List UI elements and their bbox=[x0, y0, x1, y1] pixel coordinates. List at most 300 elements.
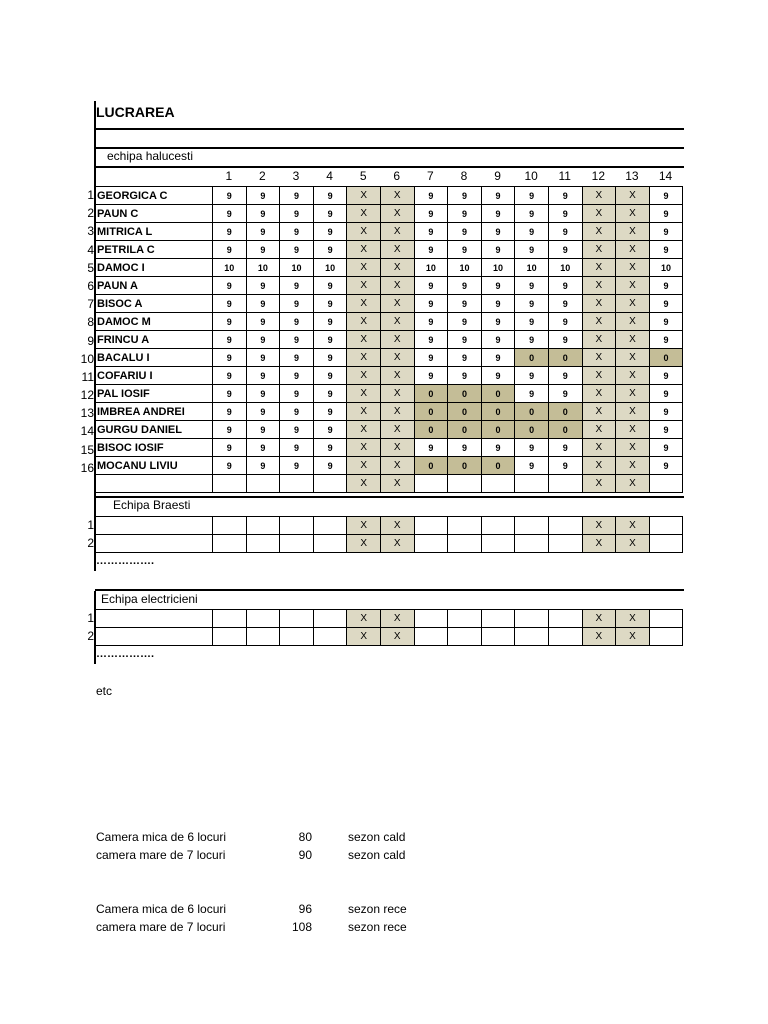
hours-cell: 9 bbox=[280, 241, 314, 259]
hours-cell: 9 bbox=[448, 349, 482, 367]
hours-cell: 9 bbox=[649, 277, 683, 295]
hours-cell: 9 bbox=[548, 187, 582, 205]
hours-cell: 9 bbox=[515, 223, 549, 241]
hours-cell: 10 bbox=[448, 259, 482, 277]
table-row bbox=[96, 610, 683, 628]
hours-cell: 9 bbox=[213, 331, 247, 349]
hours-cell: X bbox=[616, 517, 650, 535]
hours-cell: 9 bbox=[481, 331, 515, 349]
worker-name bbox=[96, 628, 213, 646]
hours-cell bbox=[548, 517, 582, 535]
hours-cell: 9 bbox=[548, 367, 582, 385]
hours-cell bbox=[481, 610, 515, 628]
worker-name: COFARIU I bbox=[96, 367, 213, 385]
hours-cell: 10 bbox=[414, 259, 448, 277]
hours-cell: X bbox=[380, 205, 414, 223]
worker-name: IMBREA ANDREI bbox=[96, 403, 213, 421]
hours-cell bbox=[481, 628, 515, 646]
row-number: 14 bbox=[80, 424, 94, 439]
hours-cell: X bbox=[582, 187, 616, 205]
hours-cell bbox=[246, 610, 280, 628]
team3-attendance-table bbox=[95, 609, 683, 646]
divider-line bbox=[95, 589, 684, 591]
hours-cell: X bbox=[380, 517, 414, 535]
hours-cell bbox=[280, 475, 314, 493]
hours-cell: X bbox=[380, 277, 414, 295]
hours-cell: X bbox=[380, 421, 414, 439]
hours-cell: 9 bbox=[448, 295, 482, 313]
etc-text: etc bbox=[96, 684, 113, 698]
hours-cell: 9 bbox=[313, 457, 347, 475]
hours-cell: X bbox=[347, 331, 381, 349]
hours-cell: X bbox=[582, 205, 616, 223]
row-number: 11 bbox=[81, 369, 94, 384]
hours-cell: 9 bbox=[213, 295, 247, 313]
hours-cell bbox=[481, 475, 515, 493]
hours-cell: 9 bbox=[481, 205, 515, 223]
team3-ellipsis: ……………. bbox=[96, 648, 155, 660]
hours-cell: 9 bbox=[649, 187, 683, 205]
hours-cell bbox=[448, 535, 482, 553]
hours-cell: 9 bbox=[448, 439, 482, 457]
hours-cell: 9 bbox=[280, 187, 314, 205]
hours-cell: X bbox=[616, 475, 650, 493]
table-row bbox=[96, 331, 683, 349]
hours-cell: 0 bbox=[548, 403, 582, 421]
hours-cell: 9 bbox=[515, 313, 549, 331]
hours-cell: 9 bbox=[481, 241, 515, 259]
hours-cell: 9 bbox=[280, 295, 314, 313]
hours-cell: 9 bbox=[649, 313, 683, 331]
hours-cell: 0 bbox=[448, 385, 482, 403]
team3-row-numbers bbox=[70, 609, 94, 645]
hours-cell: 9 bbox=[481, 295, 515, 313]
hours-cell: 9 bbox=[548, 457, 582, 475]
worker-name: MITRICA L bbox=[96, 223, 213, 241]
table-row bbox=[96, 475, 683, 493]
hours-cell: 9 bbox=[313, 367, 347, 385]
hours-cell: X bbox=[347, 385, 381, 403]
hours-cell: X bbox=[582, 259, 616, 277]
hours-cell: X bbox=[380, 457, 414, 475]
hours-cell: X bbox=[380, 628, 414, 646]
price-season: sezon rece bbox=[348, 920, 407, 934]
team2-attendance-table bbox=[95, 516, 683, 553]
hours-cell bbox=[414, 535, 448, 553]
hours-cell: 9 bbox=[213, 367, 247, 385]
hours-cell: 9 bbox=[280, 385, 314, 403]
hours-cell: 9 bbox=[280, 439, 314, 457]
hours-cell: 9 bbox=[280, 421, 314, 439]
hours-cell: X bbox=[582, 535, 616, 553]
hours-cell: 9 bbox=[548, 223, 582, 241]
hours-cell: 0 bbox=[515, 349, 549, 367]
hours-cell: X bbox=[616, 349, 650, 367]
hours-cell: X bbox=[380, 313, 414, 331]
hours-cell: 9 bbox=[649, 295, 683, 313]
hours-cell: X bbox=[582, 610, 616, 628]
hours-cell bbox=[515, 475, 549, 493]
hours-cell: 10 bbox=[481, 259, 515, 277]
day-number: 12 bbox=[591, 169, 605, 183]
hours-cell: X bbox=[582, 475, 616, 493]
hours-cell: X bbox=[616, 367, 650, 385]
hours-cell bbox=[548, 475, 582, 493]
worker-name: DAMOC M bbox=[96, 313, 213, 331]
price-value: 80 bbox=[298, 830, 312, 844]
hours-cell: X bbox=[616, 295, 650, 313]
hours-cell: X bbox=[582, 628, 616, 646]
hours-cell: 9 bbox=[213, 277, 247, 295]
hours-cell: 0 bbox=[448, 421, 482, 439]
hours-cell: X bbox=[347, 295, 381, 313]
worker-name: DAMOC I bbox=[96, 259, 213, 277]
hours-cell: X bbox=[347, 439, 381, 457]
hours-cell: 9 bbox=[313, 277, 347, 295]
hours-cell: 9 bbox=[481, 349, 515, 367]
day-number: 6 bbox=[393, 169, 401, 183]
hours-cell bbox=[481, 517, 515, 535]
hours-cell bbox=[246, 628, 280, 646]
hours-cell: X bbox=[616, 187, 650, 205]
table-row bbox=[96, 295, 683, 313]
table-row bbox=[96, 349, 683, 367]
hours-cell bbox=[649, 475, 683, 493]
table-row bbox=[96, 313, 683, 331]
day-number-header bbox=[212, 168, 682, 184]
row-number: 3 bbox=[87, 224, 94, 239]
hours-cell: X bbox=[582, 223, 616, 241]
worker-name: BISOC A bbox=[96, 295, 213, 313]
row-number: 8 bbox=[87, 315, 94, 330]
table-row bbox=[96, 457, 683, 475]
hours-cell: 9 bbox=[649, 331, 683, 349]
hours-cell bbox=[515, 610, 549, 628]
hours-cell: 9 bbox=[649, 367, 683, 385]
hours-cell: 9 bbox=[649, 439, 683, 457]
hours-cell: X bbox=[380, 367, 414, 385]
hours-cell: X bbox=[347, 313, 381, 331]
hours-cell: 9 bbox=[213, 403, 247, 421]
hours-cell: 9 bbox=[414, 241, 448, 259]
table-row bbox=[96, 223, 683, 241]
row-number: 7 bbox=[87, 297, 94, 312]
table-row bbox=[96, 277, 683, 295]
price-value: 108 bbox=[291, 920, 312, 934]
hours-cell: 9 bbox=[515, 367, 549, 385]
table-row bbox=[96, 187, 683, 205]
hours-cell bbox=[481, 535, 515, 553]
hours-cell: 0 bbox=[548, 349, 582, 367]
row-number: 1 bbox=[87, 611, 94, 625]
price-value: 90 bbox=[298, 848, 312, 862]
hours-cell: 0 bbox=[481, 403, 515, 421]
hours-cell: 9 bbox=[481, 439, 515, 457]
hours-cell: 9 bbox=[414, 295, 448, 313]
day-number: 13 bbox=[625, 169, 639, 183]
hours-cell: X bbox=[347, 223, 381, 241]
document-title: LUCRAREA bbox=[96, 104, 175, 120]
hours-cell bbox=[448, 610, 482, 628]
hours-cell bbox=[448, 475, 482, 493]
hours-cell: 9 bbox=[481, 313, 515, 331]
divider-line bbox=[95, 128, 684, 130]
row-number: 1 bbox=[87, 518, 94, 532]
hours-cell: 9 bbox=[313, 205, 347, 223]
hours-cell bbox=[414, 475, 448, 493]
hours-cell: 9 bbox=[649, 457, 683, 475]
hours-cell: X bbox=[582, 295, 616, 313]
hours-cell: 9 bbox=[246, 349, 280, 367]
hours-cell bbox=[313, 628, 347, 646]
hours-cell: 9 bbox=[313, 223, 347, 241]
hours-cell: X bbox=[616, 223, 650, 241]
worker-name: BACALU I bbox=[96, 349, 213, 367]
table-row bbox=[96, 439, 683, 457]
hours-cell: 9 bbox=[313, 385, 347, 403]
hours-cell: X bbox=[380, 259, 414, 277]
hours-cell: X bbox=[616, 277, 650, 295]
hours-cell: 9 bbox=[213, 385, 247, 403]
hours-cell: 9 bbox=[448, 313, 482, 331]
hours-cell: 9 bbox=[246, 457, 280, 475]
hours-cell bbox=[649, 535, 683, 553]
worker-name: PAUN A bbox=[96, 277, 213, 295]
day-number: 1 bbox=[225, 169, 233, 183]
price-season: sezon cald bbox=[348, 830, 406, 844]
row-number: 2 bbox=[87, 206, 94, 221]
hours-cell: X bbox=[616, 403, 650, 421]
hours-cell: X bbox=[616, 313, 650, 331]
hours-cell: X bbox=[582, 367, 616, 385]
hours-cell bbox=[649, 610, 683, 628]
hours-cell: X bbox=[616, 241, 650, 259]
hours-cell: 9 bbox=[414, 187, 448, 205]
table-row bbox=[96, 241, 683, 259]
hours-cell bbox=[548, 535, 582, 553]
hours-cell: X bbox=[347, 205, 381, 223]
hours-cell: 9 bbox=[481, 187, 515, 205]
hours-cell: 9 bbox=[548, 277, 582, 295]
hours-cell bbox=[280, 610, 314, 628]
hours-cell bbox=[515, 628, 549, 646]
day-number: 7 bbox=[427, 169, 434, 183]
row-number: 10 bbox=[80, 351, 94, 366]
hours-cell: X bbox=[582, 385, 616, 403]
hours-cell bbox=[213, 610, 247, 628]
hours-cell: 9 bbox=[280, 223, 314, 241]
hours-cell: X bbox=[616, 421, 650, 439]
hours-cell: 9 bbox=[313, 331, 347, 349]
price-room: camera mare de 7 locuri bbox=[96, 848, 226, 862]
hours-cell: X bbox=[380, 241, 414, 259]
hours-cell bbox=[213, 535, 247, 553]
hours-cell: 9 bbox=[213, 205, 247, 223]
hours-cell: 9 bbox=[481, 277, 515, 295]
hours-cell: 0 bbox=[649, 349, 683, 367]
worker-name: MOCANU LIVIU bbox=[96, 457, 213, 475]
hours-cell bbox=[515, 517, 549, 535]
hours-cell: 10 bbox=[246, 259, 280, 277]
hours-cell: 9 bbox=[280, 349, 314, 367]
hours-cell: 0 bbox=[448, 403, 482, 421]
hours-cell bbox=[280, 535, 314, 553]
price-value: 96 bbox=[298, 902, 312, 916]
hours-cell: X bbox=[347, 517, 381, 535]
hours-cell: X bbox=[347, 628, 381, 646]
worker-name: PAL IOSIF bbox=[96, 385, 213, 403]
hours-cell: X bbox=[347, 457, 381, 475]
hours-cell: 9 bbox=[649, 241, 683, 259]
row-number: 2 bbox=[87, 629, 94, 644]
hours-cell: X bbox=[347, 277, 381, 295]
hours-cell: 9 bbox=[515, 205, 549, 223]
worker-name bbox=[96, 610, 213, 628]
hours-cell: 9 bbox=[313, 187, 347, 205]
hours-cell bbox=[246, 475, 280, 493]
hours-cell: X bbox=[347, 421, 381, 439]
hours-cell: 9 bbox=[246, 223, 280, 241]
row-number bbox=[70, 477, 94, 495]
worker-name: PAUN C bbox=[96, 205, 213, 223]
hours-cell: 9 bbox=[213, 421, 247, 439]
hours-cell bbox=[213, 628, 247, 646]
worker-name: GURGU DANIEL bbox=[96, 421, 213, 439]
day-number: 3 bbox=[292, 169, 300, 183]
hours-cell: X bbox=[582, 331, 616, 349]
hours-cell bbox=[414, 610, 448, 628]
hours-cell: 9 bbox=[414, 349, 448, 367]
hours-cell: 9 bbox=[548, 205, 582, 223]
hours-cell: 9 bbox=[548, 385, 582, 403]
table-row bbox=[96, 259, 683, 277]
hours-cell: X bbox=[347, 610, 381, 628]
hours-cell: 9 bbox=[448, 241, 482, 259]
hours-cell: 9 bbox=[246, 403, 280, 421]
hours-cell bbox=[246, 517, 280, 535]
price-season: sezon cald bbox=[348, 848, 406, 862]
hours-cell: X bbox=[582, 241, 616, 259]
hours-cell bbox=[280, 628, 314, 646]
hours-cell: X bbox=[616, 628, 650, 646]
hours-cell: X bbox=[616, 259, 650, 277]
hours-cell: X bbox=[616, 535, 650, 553]
price-season: sezon rece bbox=[348, 902, 407, 916]
price-room: Camera mica de 6 locuri bbox=[96, 902, 227, 916]
hours-cell: 9 bbox=[448, 277, 482, 295]
hours-cell bbox=[313, 475, 347, 493]
hours-cell: 9 bbox=[246, 187, 280, 205]
hours-cell: 9 bbox=[313, 313, 347, 331]
hours-cell: 9 bbox=[649, 205, 683, 223]
hours-cell: 9 bbox=[414, 367, 448, 385]
hours-cell: 0 bbox=[515, 403, 549, 421]
hours-cell: 9 bbox=[515, 241, 549, 259]
hours-cell: 9 bbox=[280, 457, 314, 475]
worker-name bbox=[96, 535, 213, 553]
hours-cell: 9 bbox=[213, 313, 247, 331]
hours-cell: 9 bbox=[515, 331, 549, 349]
hours-cell: 9 bbox=[280, 403, 314, 421]
hours-cell: 9 bbox=[313, 439, 347, 457]
hours-cell: 9 bbox=[313, 403, 347, 421]
hours-cell: 9 bbox=[246, 313, 280, 331]
row-number: 4 bbox=[87, 242, 94, 257]
hours-cell: 9 bbox=[280, 277, 314, 295]
hours-cell: 9 bbox=[313, 349, 347, 367]
hours-cell bbox=[649, 628, 683, 646]
price-room: Camera mica de 6 locuri bbox=[96, 830, 227, 844]
table-row bbox=[96, 385, 683, 403]
hours-cell: 9 bbox=[448, 187, 482, 205]
hours-cell: 9 bbox=[313, 421, 347, 439]
hours-cell: 0 bbox=[481, 457, 515, 475]
hours-cell: 9 bbox=[548, 439, 582, 457]
table-row bbox=[96, 421, 683, 439]
hours-cell: 0 bbox=[414, 385, 448, 403]
hours-cell: 9 bbox=[246, 241, 280, 259]
hours-cell: 9 bbox=[414, 223, 448, 241]
hours-cell: 9 bbox=[414, 439, 448, 457]
day-number: 11 bbox=[558, 169, 571, 183]
hours-cell: 9 bbox=[246, 385, 280, 403]
hours-cell: 9 bbox=[313, 295, 347, 313]
hours-cell: 9 bbox=[213, 439, 247, 457]
hours-cell: 9 bbox=[246, 439, 280, 457]
row-number: 16 bbox=[80, 460, 94, 475]
hours-cell: 9 bbox=[448, 205, 482, 223]
hours-cell: 9 bbox=[213, 223, 247, 241]
day-number: 8 bbox=[460, 169, 468, 183]
row-number: 6 bbox=[87, 278, 94, 293]
table-row bbox=[96, 367, 683, 385]
hours-cell: X bbox=[582, 457, 616, 475]
hours-cell bbox=[246, 535, 280, 553]
hours-cell bbox=[313, 517, 347, 535]
hours-cell: 9 bbox=[246, 205, 280, 223]
team1-label: echipa halucesti bbox=[107, 149, 194, 163]
hours-cell: X bbox=[347, 535, 381, 553]
hours-cell: 0 bbox=[414, 457, 448, 475]
team2-label: Echipa Braesti bbox=[113, 498, 191, 512]
hours-cell: 10 bbox=[280, 259, 314, 277]
hours-cell bbox=[280, 517, 314, 535]
team1-attendance-table bbox=[95, 186, 683, 493]
hours-cell: X bbox=[616, 331, 650, 349]
hours-cell: 9 bbox=[313, 241, 347, 259]
hours-cell: 10 bbox=[649, 259, 683, 277]
hours-cell: X bbox=[380, 439, 414, 457]
row-number: 12 bbox=[80, 388, 94, 403]
hours-cell: 9 bbox=[213, 457, 247, 475]
day-number: 2 bbox=[259, 169, 266, 183]
hours-cell bbox=[515, 535, 549, 553]
team3-label: Echipa electricieni bbox=[101, 592, 198, 606]
hours-cell: 9 bbox=[515, 277, 549, 295]
hours-cell: X bbox=[380, 187, 414, 205]
day-number: 9 bbox=[494, 169, 501, 183]
day-number: 14 bbox=[658, 169, 673, 183]
hours-cell: X bbox=[380, 475, 414, 493]
row-number: 1 bbox=[87, 188, 94, 202]
hours-cell: X bbox=[347, 259, 381, 277]
worker-name: BISOC IOSIF bbox=[96, 439, 213, 457]
day-number: 4 bbox=[326, 169, 333, 183]
hours-cell: 9 bbox=[280, 331, 314, 349]
hours-cell: 9 bbox=[548, 313, 582, 331]
hours-cell: 0 bbox=[548, 421, 582, 439]
hours-cell: 9 bbox=[246, 277, 280, 295]
